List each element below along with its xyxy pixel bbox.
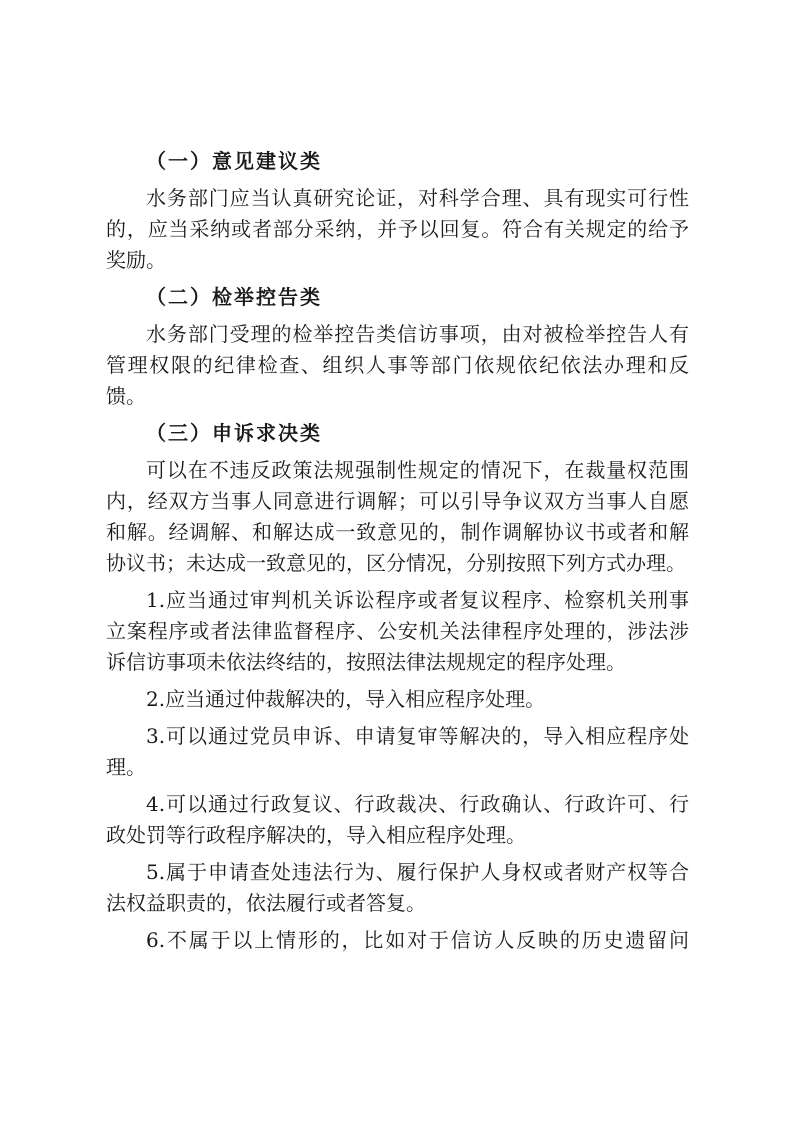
list-item-1	[106, 585, 689, 678]
paragraph-line: 理。	[106, 755, 146, 779]
list-item-4	[106, 789, 689, 851]
section-heading-2: （二）检举控告类	[146, 285, 322, 309]
section-paragraph-1	[106, 183, 689, 276]
list-item-3	[106, 721, 689, 783]
paragraph-line: 内，经双方当事人同意进行调解；可以引导争议双方当事人自愿	[106, 489, 689, 513]
paragraph-line: 和解。经调解、和解达成一致意见的，制作调解协议书或者和解	[106, 520, 689, 544]
paragraph-line: 协议书；未达成一致意见的，区分情况，分别按照下列方式办理。	[106, 551, 686, 575]
document-page	[106, 146, 689, 956]
paragraph-line: 奖励。	[106, 248, 166, 272]
paragraph-line: 政处罚等行政程序解决的，导入相应程序处理。	[106, 823, 526, 847]
paragraph-line: 可以在不违反政策法规强制性规定的情况下，在裁量权范围	[146, 458, 689, 482]
paragraph-line: 法权益职责的，依法履行或者答复。	[106, 891, 426, 915]
section-heading-3: （三）申诉求决类	[146, 421, 322, 445]
paragraph-line: 立案程序或者法律监督程序、公安机关法律程序处理的，涉法涉	[106, 619, 689, 643]
paragraph-line: 6.不属于以上情形的，比如对于信访人反映的历史遗留问	[146, 928, 689, 952]
list-item-5	[106, 857, 689, 919]
section-heading-1: （一）意见建议类	[146, 149, 322, 173]
paragraph-line: 5.属于申请查处违法行为、履行保护人身权或者财产权等合	[146, 860, 689, 884]
paragraph-line: 管理权限的纪律检查、组织人事等部门依规依纪依法办理和反	[106, 353, 689, 377]
section-paragraph-3	[106, 455, 689, 579]
paragraph-line: 2.应当通过仲裁解决的，导入相应程序处理。	[146, 687, 546, 711]
paragraph-line: 诉信访事项未依法终结的，按照法律法规规定的程序处理。	[106, 650, 626, 674]
paragraph-line: 1.应当通过审判机关诉讼程序或者复议程序、检察机关刑事	[146, 588, 689, 612]
section-paragraph-2	[106, 319, 689, 412]
paragraph-line: 4.可以通过行政复议、行政裁决、行政确认、行政许可、行	[146, 792, 689, 816]
paragraph-line: 水务部门应当认真研究论证，对科学合理、具有现实可行性	[146, 186, 689, 210]
paragraph-line: 3.可以通过党员申诉、申请复审等解决的，导入相应程序处	[146, 724, 689, 748]
paragraph-line: 的，应当采纳或者部分采纳，并予以回复。符合有关规定的给予	[106, 217, 689, 241]
list-item-6	[106, 925, 689, 956]
paragraph-line: 馈。	[106, 384, 146, 408]
list-item-2	[106, 684, 689, 715]
paragraph-line: 水务部门受理的检举控告类信访事项，由对被检举控告人有	[146, 322, 689, 346]
